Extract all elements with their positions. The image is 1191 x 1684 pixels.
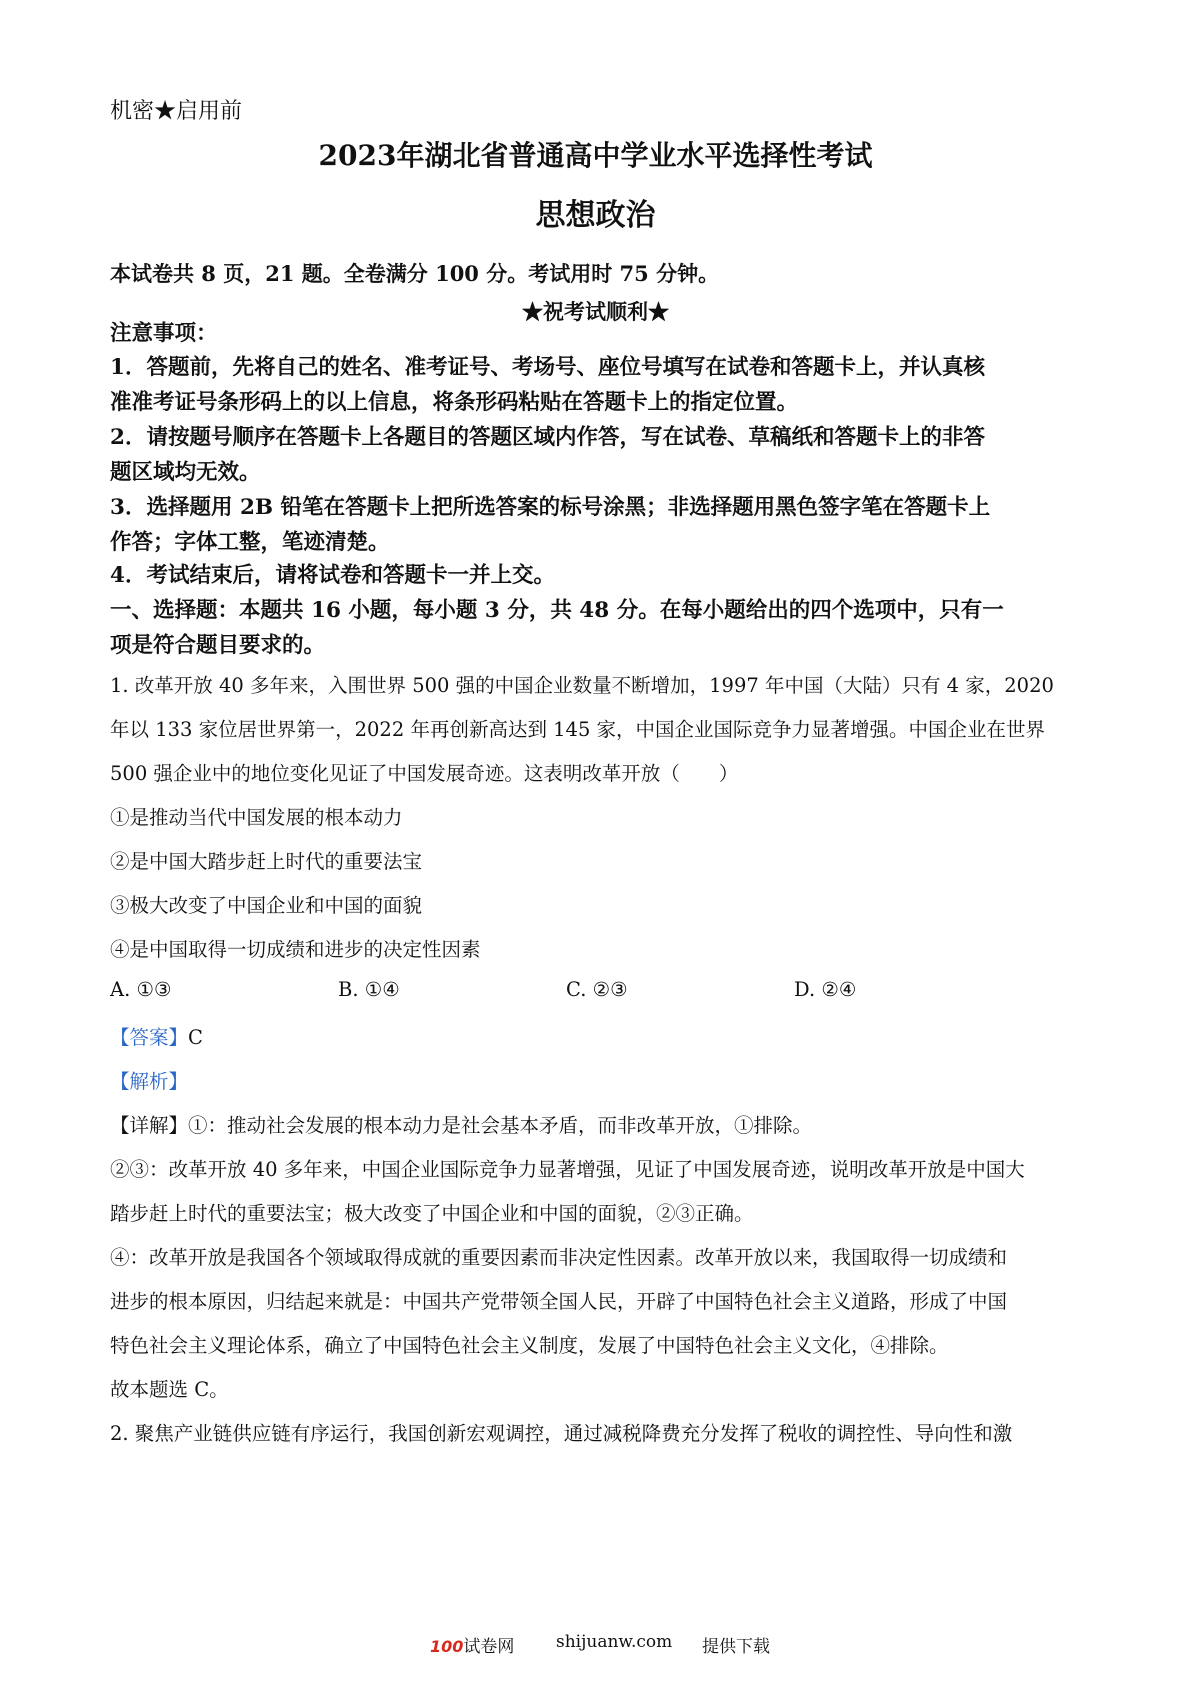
q1-stem-line: 500 强企业中的地位变化见证了中国发展奇迹。这表明改革开放（ ） <box>110 762 739 785</box>
note-line: 4．考试结束后，请将试卷和答题卡一并上交。 <box>110 563 555 588</box>
q1-option-b: B. ①④ <box>338 978 400 1001</box>
q1-option-c: C. ②③ <box>566 978 628 1001</box>
q1-detail-line: ④：改革开放是我国各个领域取得成就的重要因素而非决定性因素。改革开放以来，我国取得一切成绩和 <box>110 1246 1008 1269</box>
detail-tag: 【详解】 <box>110 1114 189 1137</box>
q1-statement: ①是推动当代中国发展的根本动力 <box>110 806 403 829</box>
footer-site-name: 试卷网 <box>463 1637 515 1657</box>
note-line: 准准考证号条形码上的以上信息，将条形码粘贴在答题卡上的指定位置。 <box>110 390 799 415</box>
answer-tag: 【答案】 <box>110 1026 189 1049</box>
subject-title: 思想政治 <box>535 198 656 233</box>
q1-stem-line: 年以 133 家位居世界第一，2022 年再创新高达到 145 家，中国企业国际竞争力显著增强。中国企业在世界 <box>110 718 1046 741</box>
q1-option-a: A. ①③ <box>110 978 172 1001</box>
q1-detail-line: 踏步赶上时代的重要法宝；极大改变了中国企业和中国的面貌，②③正确。 <box>110 1202 754 1225</box>
detail-text: ①：推动社会发展的根本动力是社会基本矛盾，而非改革开放，①排除。 <box>188 1114 813 1137</box>
note-line: 作答；字体工整，笔迹清楚。 <box>110 530 390 555</box>
section-heading-cont: 项是符合题目要求的。 <box>110 633 326 658</box>
note-line: 1．答题前，先将自己的姓名、准考证号、考场号、座位号填写在试卷和答题卡上，并认真核 <box>110 355 985 380</box>
note-line: 3．选择题用 2B 铅笔在答题卡上把所选答案的标号涂黑；非选择题用黑色签字笔在答题卡上 <box>110 495 991 520</box>
good-luck-line: ★祝考试顺利★ <box>522 299 669 324</box>
q1-conclusion: 故本题选 C。 <box>110 1378 229 1401</box>
section-heading: 一、选择题：本题共 16 小题，每小题 3 分，共 48 分。在每小题给出的四个选项中，只有一 <box>110 598 1004 623</box>
exam-info: 本试卷共 8 页，21 题。全卷满分 100 分。考试用时 75 分钟。 <box>110 261 720 286</box>
analysis-tag: 【解析】 <box>110 1070 189 1093</box>
exam-title: 2023年湖北省普通高中学业水平选择性考试 <box>318 139 873 172</box>
q1-detail-line: ②③：改革开放 40 多年来，中国企业国际竞争力显著增强，见证了中国发展奇迹，说明改革开放是中国大 <box>110 1158 1025 1181</box>
footer-domain: shijuanw.com <box>556 1632 673 1652</box>
q1-detail-line: 进步的根本原因，归结起来就是：中国共产党带领全国人民，开辟了中国特色社会主义道路，形成了中国 <box>110 1290 1008 1313</box>
logo-100: 100 <box>430 1637 464 1656</box>
answer-value: C <box>188 1026 203 1049</box>
q1-statement: ③极大改变了中国企业和中国的面貌 <box>110 894 423 917</box>
confidential-label: 机密★启用前 <box>110 99 243 124</box>
note-line: 2．请按题号顺序在答题卡上各题目的答题区域内作答，写在试卷、草稿纸和答题卡上的非答 <box>110 425 985 450</box>
footer-download: 提供下载 <box>702 1637 770 1657</box>
note-line: 题区域均无效。 <box>110 460 261 485</box>
q1-answer-line <box>110 1022 203 1050</box>
q1-option-d: D. ②④ <box>794 978 857 1001</box>
q1-statement: ②是中国大踏步赶上时代的重要法宝 <box>110 850 423 873</box>
q1-detail-line: 特色社会主义理论体系，确立了中国特色社会主义制度，发展了中国特色社会主义文化，④排除。 <box>110 1334 949 1357</box>
q1-detail-line <box>110 1110 812 1138</box>
notes-heading: 注意事项： <box>110 321 218 346</box>
q1-statement: ④是中国取得一切成绩和进步的决定性因素 <box>110 938 481 961</box>
q1-stem-line: 1. 改革开放 40 多年来，入围世界 500 强的中国企业数量不断增加，1997 年中国（大陆）只有 4 家，2020 <box>110 674 1054 697</box>
footer-brand <box>430 1632 514 1657</box>
q2-stem-line: 2. 聚焦产业链供应链有序运行，我国创新宏观调控，通过减税降费充分发挥了税收的调控性、导向性和激 <box>110 1422 1013 1445</box>
